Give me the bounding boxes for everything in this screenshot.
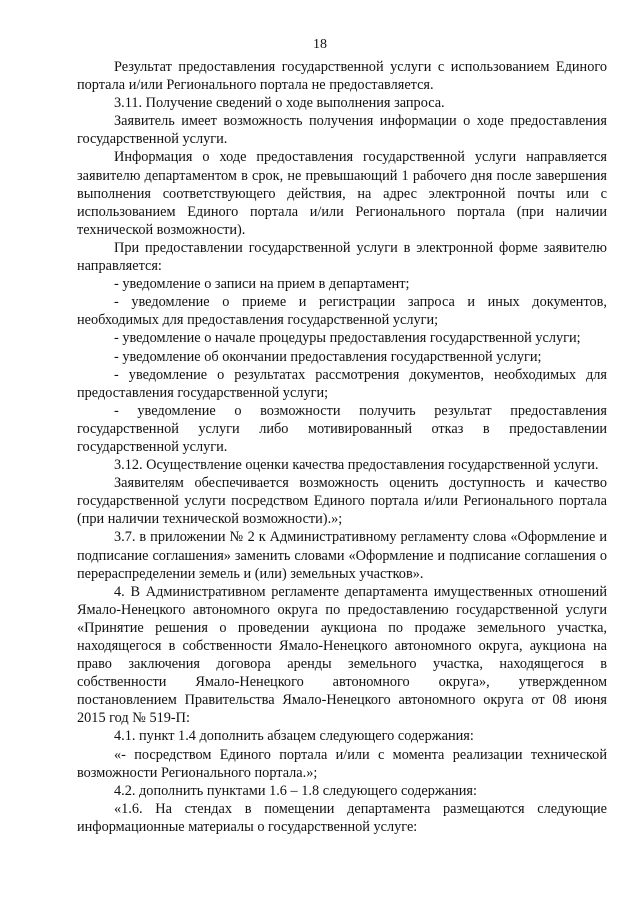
list-item: - уведомление о возможности получить результат предоставления государственной услуги либо мотивированный отказ в предоставлении государственной услуги. [77,402,607,455]
section-heading: 3.12. Осуществление оценки качества предоставления государственной услуги. [114,457,599,474]
paragraph: При предоставлении государственной услуги в электронной форме заявителю направляется: [77,239,607,275]
paragraph: 4.2. дополнить пунктами 1.6 – 1.8 следующего содержания: [114,782,477,799]
paragraph: 4. В Административном регламенте департамента имущественных отношений Ямало-Ненецкого автономного округа по предоставлению государственной услуги «Принятие решения о проведении аукциона по продаже земельного участка, находящегося в собственности Ямало-Ненецкого автономного округа, аукциона на право заключения договора аренды земельного участка, находящегося в собственности Ямало-Ненецкого автономного округа», утвержденном постановлением Правительства Ямало-Ненецкого автономного округа от 08 июня 2015 год № 519-П: [77,583,607,727]
list-item: - уведомление о результатах рассмотрения документов, необходимых для предоставления государственной услуги; [77,366,607,401]
list-item: - уведомление о записи на прием в департамент; [114,276,410,293]
list-item: - уведомление о начале процедуры предоставления государственной услуги; [114,330,581,347]
paragraph: «1.6. На стендах в помещении департамента размещаются следующие информационные материалы о государственной услуге: [77,800,607,835]
paragraph: 4.1. пункт 1.4 дополнить абзацем следующего содержания: [114,728,474,745]
section-heading: 3.11. Получение сведений о ходе выполнения запроса. [114,95,445,112]
paragraph: Заявителям обеспечивается возможность оценить доступность и качество государственной услуги посредством Единого портала и/или Регионального портала (при наличии технической возможности).»; [77,475,607,528]
paragraph: Заявитель имеет возможность получения информации о ходе предоставления государственной услуги. [77,113,607,148]
document-body [77,58,607,836]
paragraph: 3.7. в приложении № 2 к Административному регламенту слова «Оформление и подписание соглашения» заменить словами «Оформление и подписание соглашения о перераспределении земель и (или) земельных участков». [77,529,607,582]
paragraph: Информация о ходе предоставления государственной услуги направляется заявителю департаментом в срок, не превышающий 1 рабочего дня после завершения выполнения соответствующего действия, на адрес электронной почты или с использованием Единого портала и/или Регионального портала (при наличии технической возможности). [77,149,607,238]
list-item: - уведомление о приеме и регистрации запроса и иных документов, необходимых для предоставления государственной услуги; [77,294,607,329]
paragraph: Результат предоставления государственной услуги с использованием Единого портала и/или Регионального портала не предоставляется. [77,59,607,94]
page-number: 18 [313,37,327,52]
list-item: - уведомление об окончании предоставления государственной услуги; [114,348,542,365]
paragraph: «- посредством Единого портала и/или с момента реализации технической возможности Регионального портала.»; [77,746,607,781]
